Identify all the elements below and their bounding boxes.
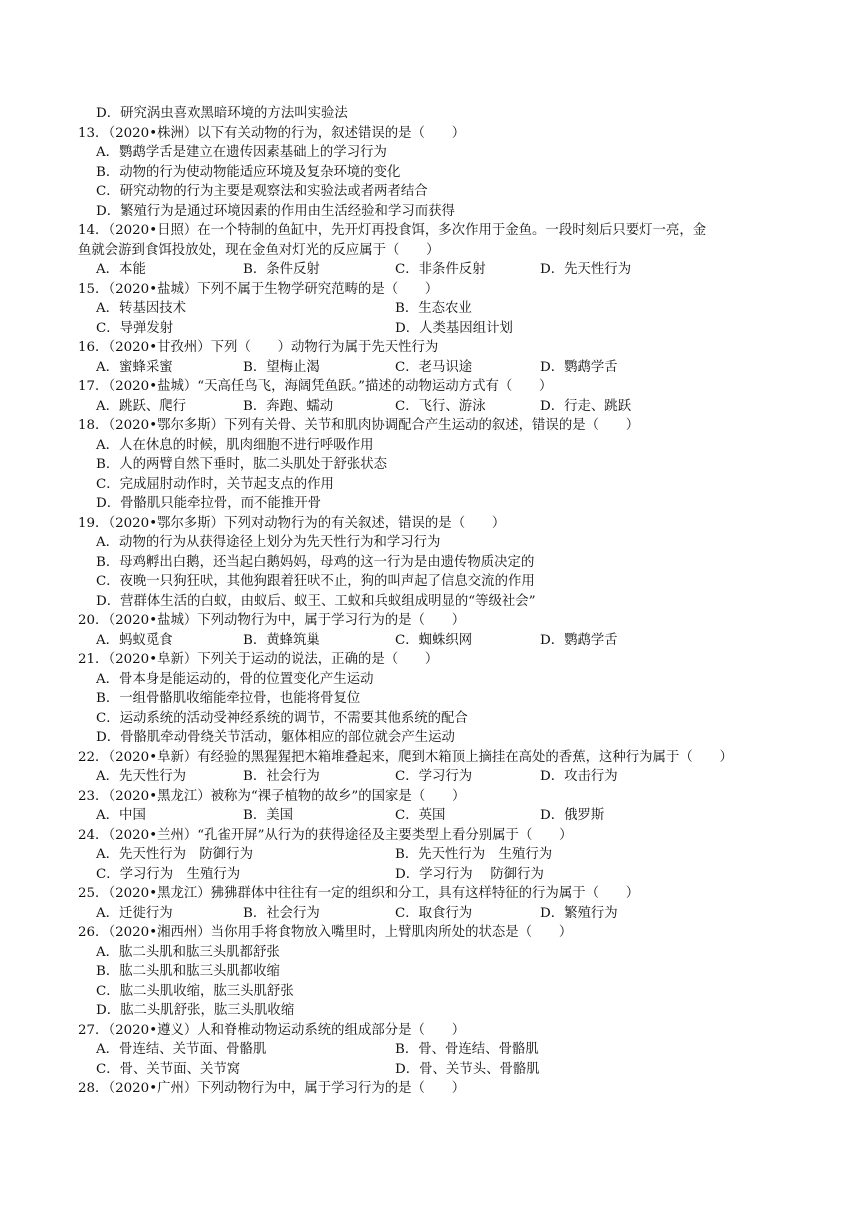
answer-option: A．转基因技术 <box>96 301 187 316</box>
answer-option: D．肱二头肌舒张，肱三头肌收缩 <box>96 1003 295 1018</box>
answer-option: C．夜晚一只狗狂吠，其他狗跟着狂吠不止，狗的叫声起了信息交流的作用 <box>96 574 535 589</box>
answer-option: A．动物的行为从获得途径上划分为先天性行为和学习行为 <box>96 535 441 550</box>
question-stem: 20．（2020•盐城）下列动物行为中，属于学习行为的是（ ） <box>78 613 466 628</box>
answer-option: C．学习行为 生殖行为 <box>96 866 241 882</box>
answer-options-row <box>78 845 798 865</box>
question-stem: 24．（2020•兰州）“孔雀开屏”从行为的获得途径及主要类型上看分别属于（ ） <box>78 827 573 843</box>
answer-option: B．条件反射 <box>243 262 320 277</box>
answer-option: B．望梅止渴 <box>243 359 320 375</box>
answer-option: D．人类基因组计划 <box>395 320 513 336</box>
answer-option: C．导弹发射 <box>96 320 174 336</box>
answer-option: A．跳跃、爬行 <box>96 398 187 414</box>
answer-option: C．英国 <box>395 808 446 823</box>
question-stem: 26．（2020•湘西州）当你用手将食物放入嘴里时，上臂肌肉所处的状态是（ ） <box>78 925 573 940</box>
question-stem: 23．（2020•黑龙江）被称为“裸子植物的故乡”的国家是（ ） <box>78 788 466 804</box>
answer-option: C．蜘蛛织网 <box>395 632 473 648</box>
question-stem: 17．（2020•盐城）“天高任鸟飞，海阔凭鱼跃。”描述的动物运动方式有（ ） <box>78 379 553 394</box>
answer-option: D．营群体生活的白蚁，由蚁后、蚁王、工蚁和兵蚁组成明显的“等级社会” <box>96 593 536 609</box>
answer-option: B．动物的行为使动物能适应环境及复杂环境的变化 <box>96 164 401 180</box>
answer-option: A．迁徙行为 <box>96 905 173 921</box>
answer-options-row <box>78 1060 798 1080</box>
answer-option: C．非条件反射 <box>395 262 486 277</box>
answer-option: D．骨骼肌只能牵拉骨，而不能推开骨 <box>96 496 321 511</box>
answer-option: B．生态农业 <box>395 301 472 316</box>
question-stem: 15．（2020•盐城）下列不属于生物学研究范畴的是（ ） <box>78 281 439 297</box>
answer-option: A．肱二头肌和肱三头肌都舒张 <box>96 944 280 960</box>
answer-option: C．研究动物的行为主要是观察法和实验法或者两者结合 <box>96 184 428 199</box>
question-stem: 13．（2020•株洲）以下有关动物的行为，叙述错误的是（ ） <box>78 125 466 141</box>
answer-option: D．行走、跳跃 <box>540 398 632 414</box>
answer-option: C．老马识途 <box>395 359 473 375</box>
answer-options-row <box>78 319 798 339</box>
answer-option: A．鹦鹉学舌是建立在遗传因素基础上的学习行为 <box>96 145 387 160</box>
answer-option: A．人在休息的时候，肌肉细胞不进行呼吸作用 <box>96 437 374 453</box>
answer-options-row <box>78 904 798 924</box>
answer-option: B．黄蜂筑巢 <box>243 632 320 648</box>
answer-options-row <box>78 1040 798 1060</box>
answer-option: B．奔跑、蠕动 <box>243 398 334 414</box>
answer-option: B．一组骨骼肌收缩能牵拉骨，也能将骨复位 <box>96 691 361 706</box>
answer-option: B．人的两臂自然下垂时，肱二头肌处于舒张状态 <box>96 457 388 472</box>
answer-option: D．鹦鹉学舌 <box>540 359 618 375</box>
exam-document <box>78 104 798 1099</box>
question-stem: 28．（2020•广州）下列动物行为中，属于学习行为的是（ ） <box>78 1081 466 1096</box>
answer-options-row <box>78 865 798 885</box>
answer-options-row <box>78 767 798 787</box>
answer-option: A．骨连结、关节面、骨骼肌 <box>96 1042 267 1057</box>
answer-options-row <box>78 358 798 378</box>
answer-option: A．先天性行为 <box>96 769 187 784</box>
answer-option: D．繁殖行为是通过环境因素的作用由生活经验和学习而获得 <box>96 203 455 219</box>
question-stem: 14．（2020•日照）在一个特制的鱼缸中，先开灯再投食饵，多次作用于金鱼。一段时刻后只要灯一亮，金 <box>78 223 707 238</box>
question-stem: 19．（2020•鄂尔多斯）下列对动物行为的有关叙述，错误的是（ ） <box>78 515 506 531</box>
answer-option: B．骨、骨连结、骨骼肌 <box>395 1042 539 1057</box>
answer-option: B．美国 <box>243 808 294 823</box>
answer-option: D．繁殖行为 <box>540 905 618 921</box>
question-stem-continued: 鱼就会游到食饵投放处，现在金鱼对灯光的反应属于（ ） <box>78 242 440 258</box>
answer-option: C．骨、关节面、关节窝 <box>96 1061 241 1077</box>
answer-option: D．骨骼肌牵动骨绕关节活动，躯体相应的部位就会产生运动 <box>96 730 455 745</box>
answer-option: B．肱二头肌和肱三头肌都收缩 <box>96 964 280 979</box>
answer-option: A．中国 <box>96 808 146 823</box>
question-stem: 27．（2020•遵义）人和脊椎动物运动系统的组成部分是（ ） <box>78 1022 466 1038</box>
question-stem: 16．（2020•甘孜州）下列（ ）动物行为属于先天性行为 <box>78 340 439 355</box>
answer-option: A．先天性行为 防御行为 <box>96 847 253 862</box>
answer-option: C．飞行、游泳 <box>395 398 486 414</box>
answer-option: C．运动系统的活动受神经系统的调节，不需要其他系统的配合 <box>96 710 468 726</box>
answer-options-row <box>78 260 798 280</box>
answer-option: C．学习行为 <box>395 769 473 784</box>
answer-option: B．社会行为 <box>243 905 320 921</box>
answer-options-row <box>78 299 798 319</box>
answer-option: C．完成屈肘动作时，关节起支点的作用 <box>96 476 334 492</box>
answer-option: D．俄罗斯 <box>540 808 605 823</box>
answer-options-row <box>78 397 798 417</box>
answer-option: D．攻击行为 <box>540 769 618 784</box>
question-stem: 18．（2020•鄂尔多斯）下列有关骨、关节和肌肉协调配合产生运动的叙述，错误的是（ ） <box>78 418 640 433</box>
answer-option: D．先天性行为 <box>540 262 632 277</box>
answer-option: A．蜜蜂采蜜 <box>96 359 173 375</box>
answer-option: B．先天性行为 生殖行为 <box>395 847 553 862</box>
answer-option: C．取食行为 <box>395 905 473 921</box>
question-stem: 22．（2020•阜新）有经验的黑猩猩把木箱堆叠起来，爬到木箱顶上摘挂在高处的香蕉，这种行为属于（ ） <box>78 749 733 765</box>
answer-option: D．研究涡虫喜欢黑暗环境的方法叫实验法 <box>96 106 348 121</box>
answer-option: A．本能 <box>96 262 146 277</box>
answer-option: D．学习行为 防御行为 <box>395 866 544 882</box>
answer-options-row <box>78 631 798 651</box>
answer-option: A．蚂蚁觅食 <box>96 632 173 648</box>
answer-option: A．骨本身是能运动的，骨的位置变化产生运动 <box>96 671 374 687</box>
answer-option: D．骨、关节头、骨骼肌 <box>395 1061 540 1077</box>
answer-option: D．鹦鹉学舌 <box>540 632 618 648</box>
question-stem: 25．（2020•黑龙江）狒狒群体中往往有一定的组织和分工，具有这样特征的行为属于（ ） <box>78 886 640 901</box>
answer-option: C．肱二头肌收缩，肱三头肌舒张 <box>96 983 294 999</box>
answer-option: B．母鸡孵出白鹅，还当起白鹅妈妈，母鸡的这一行为是由遗传物质决定的 <box>96 554 535 570</box>
answer-option: B．社会行为 <box>243 769 320 784</box>
answer-options-row <box>78 806 798 826</box>
question-stem: 21．（2020•阜新）下列关于运动的说法，正确的是（ ） <box>78 652 439 667</box>
